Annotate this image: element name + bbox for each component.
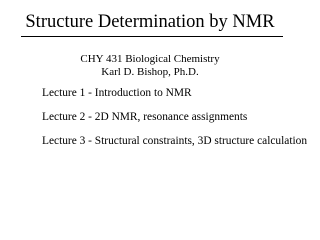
instructor-name: Karl D. Bishop, Ph.D. — [101, 66, 199, 78]
lecture-item-3: Lecture 3 - Structural constraints, 3D structure calculation — [42, 135, 308, 147]
lecture-item-2: Lecture 2 - 2D NMR, resonance assignments — [42, 111, 248, 123]
title-underline — [21, 36, 283, 37]
lecture-item-1: Lecture 1 - Introduction to NMR — [42, 87, 192, 99]
course-name: CHY 431 Biological Chemistry — [80, 53, 220, 65]
slide-title: Structure Determination by NMR — [25, 12, 275, 32]
